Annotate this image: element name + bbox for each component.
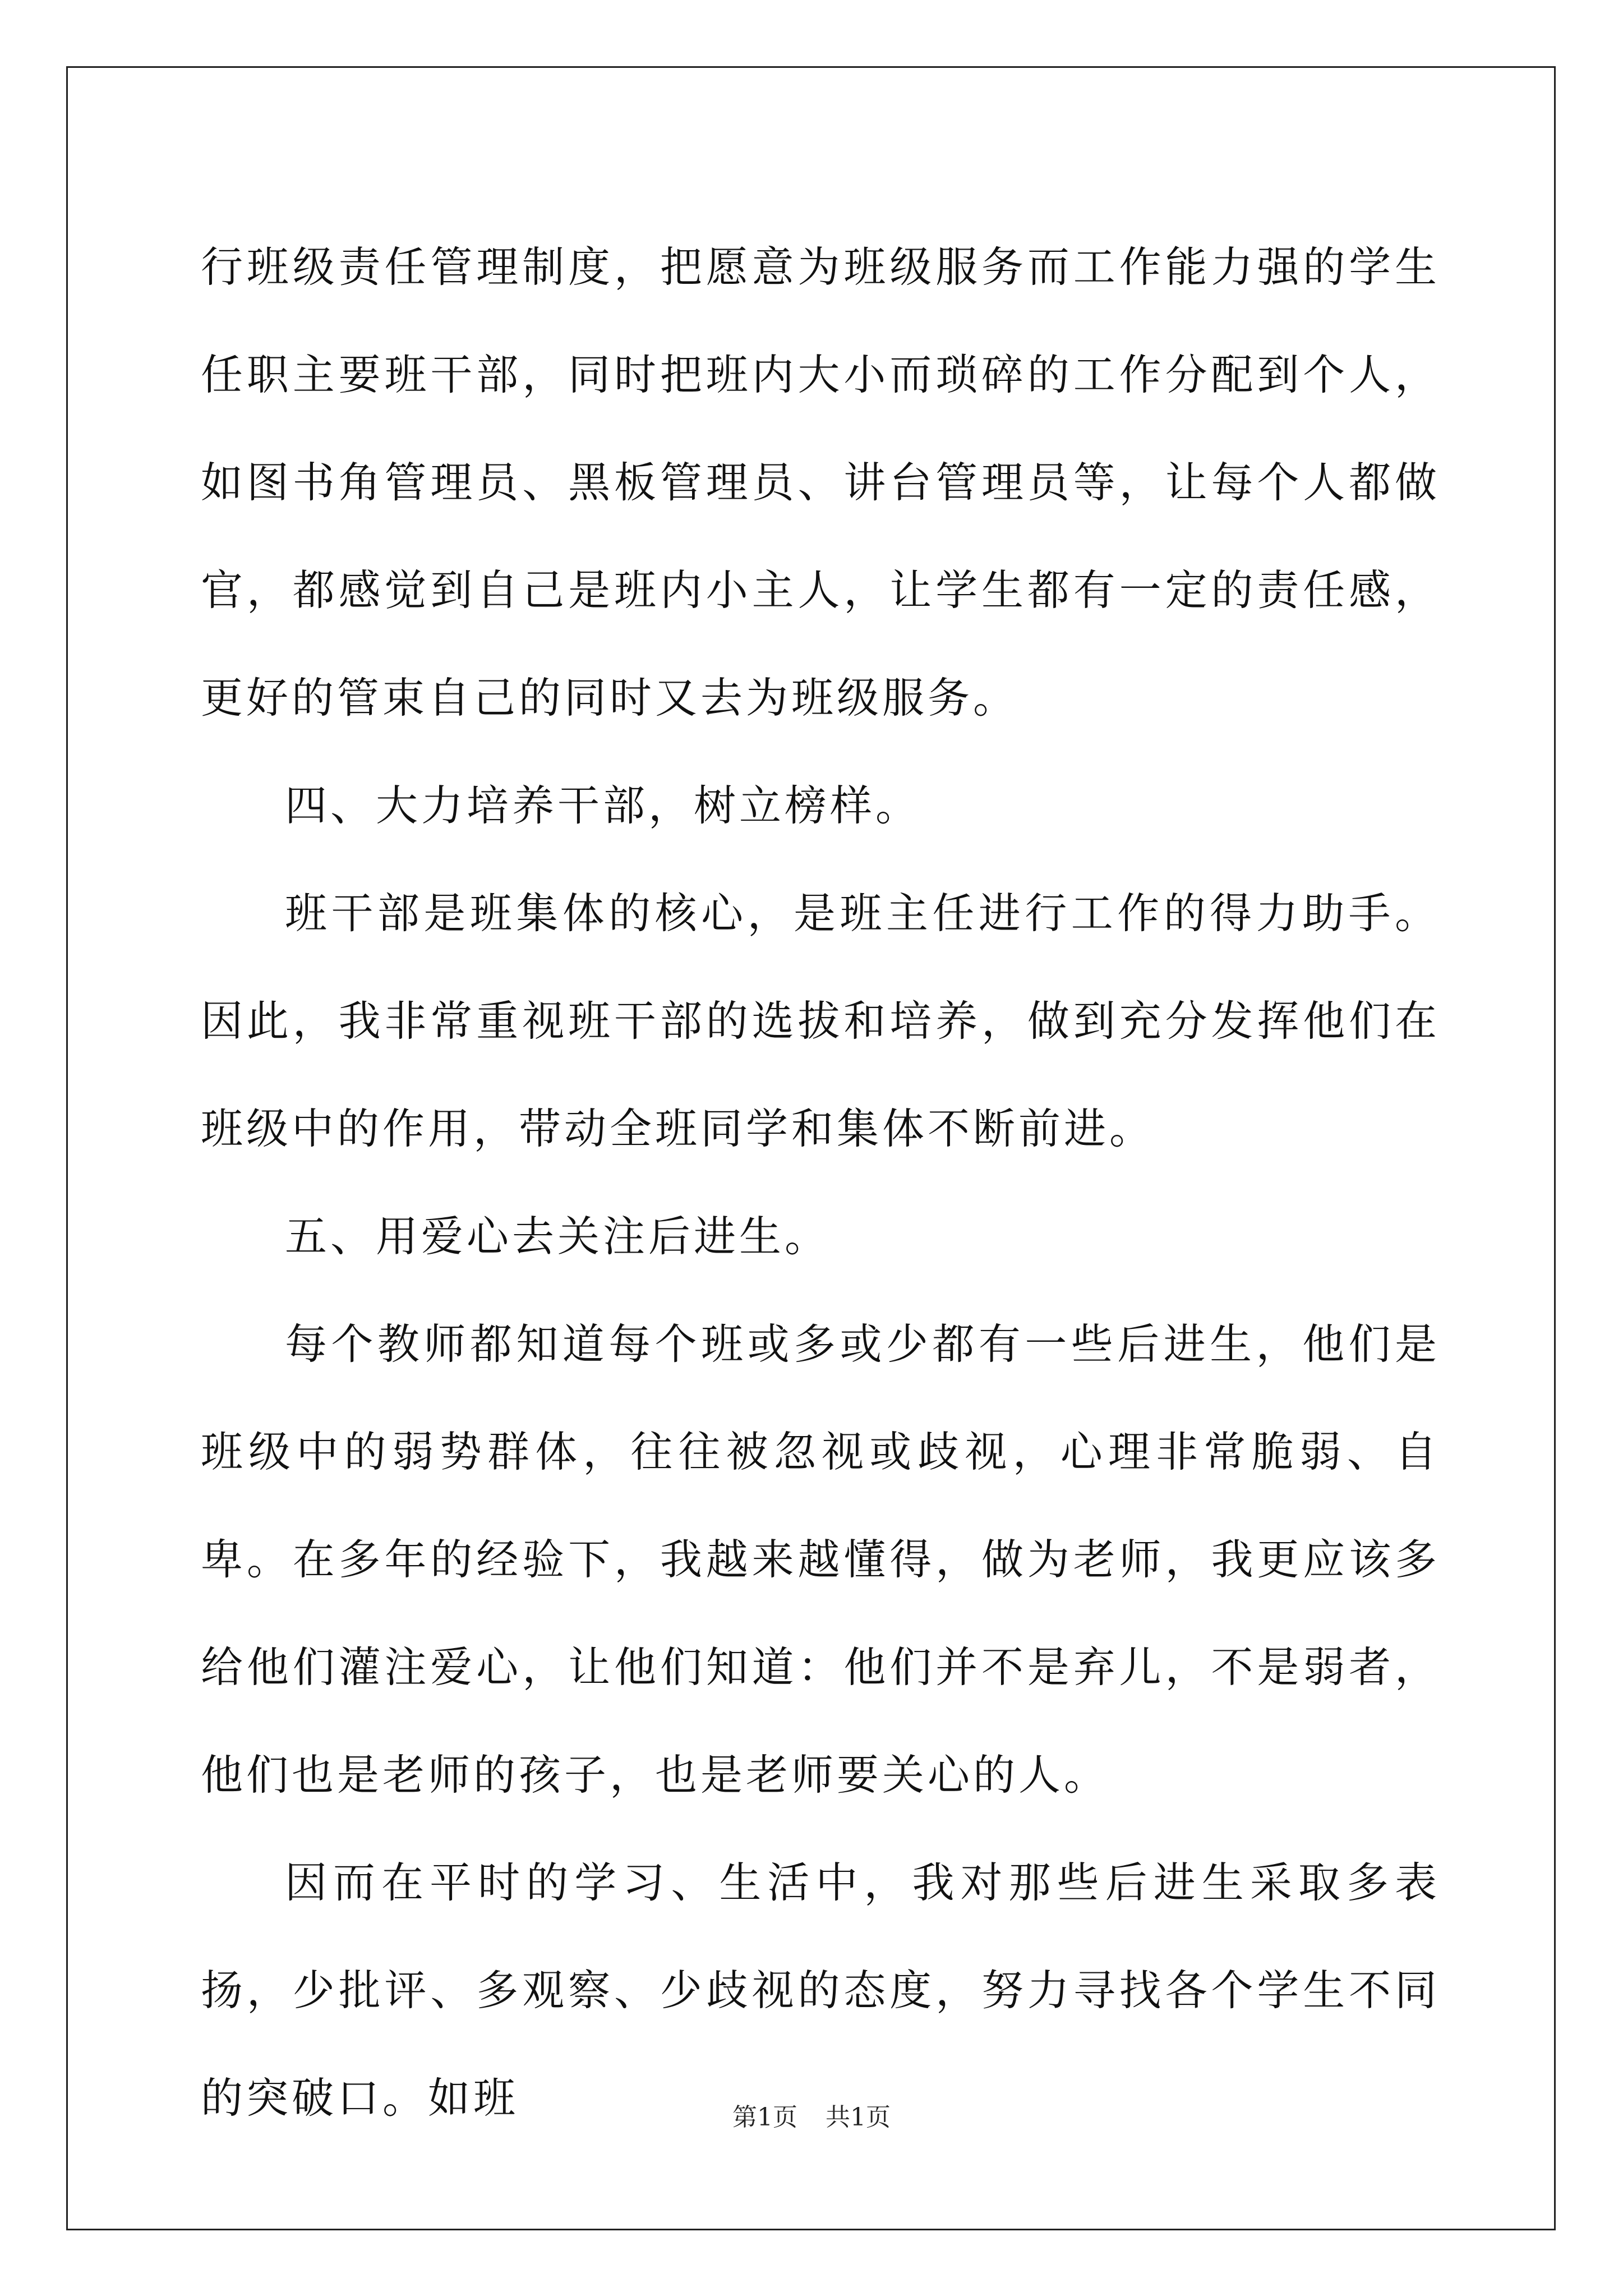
page-count: 共1页 <box>826 2103 891 2132</box>
page-number: 第1页 <box>732 2103 797 2132</box>
paragraph-2: 班干部是班集体的核心，是班主任进行工作的得力助手。因此，我非常重视班干部的选拔和培养，做到充分发挥他们在班级中的作用，带动全班同学和集体不断前进。 <box>201 889 1440 1153</box>
page-footer <box>0 2097 1623 2133</box>
heading-section-4: 四、大力培养干部，树立榜样。 <box>285 781 921 830</box>
heading-section-5: 五、用爱心去关注后进生。 <box>285 1212 831 1261</box>
paragraph-4: 因而在平时的学习、生活中，我对那些后进生采取多表扬，少批评、多观察、少歧视的态度，努力寻找各个学生不同的突破口。如班 <box>201 1858 1440 2123</box>
paragraph-3: 每个教师都知道每个班或多或少都有一些后进生，他们是班级中的弱势群体，往往被忽视或歧视，心理非常脆弱、自卑。在多年的经验下，我越来越懂得，做为老师，我更应该多给他们灌注爱心，让他们知道：他们并不是弃儿，不是弱者，他们也是老师的孩子，也是老师要关心的人。 <box>201 1319 1440 1800</box>
document-body <box>201 213 1440 2152</box>
paragraph-1: 行班级责任管理制度，把愿意为班级服务而工作能力强的学生任职主要班干部，同时把班内大小而琐碎的工作分配到个人，如图书角管理员、黑板管理员、讲台管理员等，让每个人都做官，都感觉到自己是班内小主人，让学生都有一定的责任感，更好的管束自己的同时又去为班级服务。 <box>201 242 1440 723</box>
